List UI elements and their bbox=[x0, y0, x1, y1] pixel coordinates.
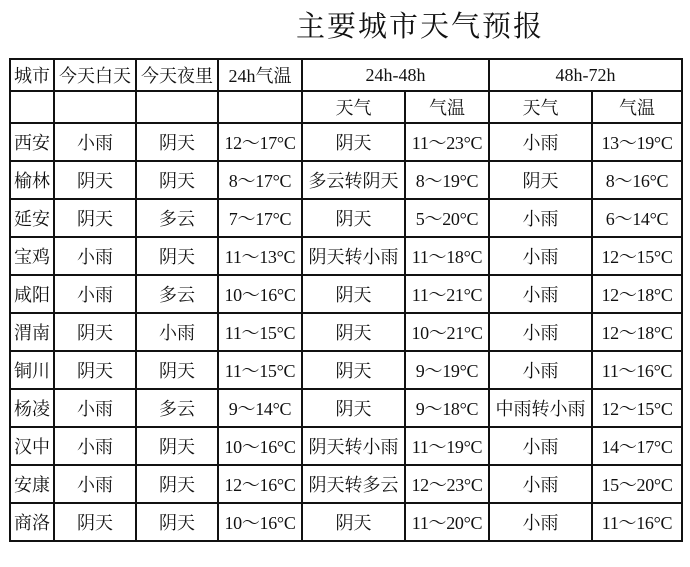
today-night-weather: 多云 bbox=[136, 199, 218, 237]
today-night-weather: 阴天 bbox=[136, 161, 218, 199]
today-day-weather: 小雨 bbox=[54, 123, 136, 161]
temp-24h: 10～16°C bbox=[218, 503, 302, 541]
weather-48-72h: 阴天 bbox=[489, 161, 592, 199]
city-name: 咸阳 bbox=[10, 275, 54, 313]
table-row bbox=[10, 351, 682, 389]
city-name: 杨凌 bbox=[10, 389, 54, 427]
header-empty-cell bbox=[54, 91, 136, 123]
table-row bbox=[10, 313, 682, 351]
temp-48-72h: 11～16°C bbox=[592, 351, 682, 389]
today-night-weather: 阴天 bbox=[136, 123, 218, 161]
temp-48-72h: 11～16°C bbox=[592, 503, 682, 541]
temp-24-48h: 11～20°C bbox=[405, 503, 489, 541]
table-row bbox=[10, 427, 682, 465]
weather-48-72h: 小雨 bbox=[489, 351, 592, 389]
temp-48-72h: 8～16°C bbox=[592, 161, 682, 199]
today-night-weather: 多云 bbox=[136, 389, 218, 427]
weather-24-48h: 阴天 bbox=[302, 313, 405, 351]
temp-24-48h: 9～19°C bbox=[405, 351, 489, 389]
header-empty-cell bbox=[136, 91, 218, 123]
today-night-weather: 阴天 bbox=[136, 503, 218, 541]
weather-24-48h: 阴天转小雨 bbox=[302, 427, 405, 465]
temp-24-48h: 9～18°C bbox=[405, 389, 489, 427]
weather-48-72h: 小雨 bbox=[489, 503, 592, 541]
temp-24-48h: 11～19°C bbox=[405, 427, 489, 465]
temp-24-48h: 5～20°C bbox=[405, 199, 489, 237]
city-name: 商洛 bbox=[10, 503, 54, 541]
temp-24h: 8～17°C bbox=[218, 161, 302, 199]
weather-24-48h: 阴天 bbox=[302, 199, 405, 237]
temp-24-48h: 11～18°C bbox=[405, 237, 489, 275]
city-name: 西安 bbox=[10, 123, 54, 161]
header-temp-24h: 24h气温 bbox=[218, 59, 302, 91]
city-name: 宝鸡 bbox=[10, 237, 54, 275]
weather-48-72h: 小雨 bbox=[489, 465, 592, 503]
temp-24h: 11～15°C bbox=[218, 313, 302, 351]
header-today-day: 今天白天 bbox=[54, 59, 136, 91]
city-name: 铜川 bbox=[10, 351, 54, 389]
page-title: 主要城市天气预报 bbox=[295, 9, 544, 43]
temp-48-72h: 12～15°C bbox=[592, 389, 682, 427]
table-row bbox=[10, 237, 682, 275]
city-name: 安康 bbox=[10, 465, 54, 503]
temp-24h: 7～17°C bbox=[218, 199, 302, 237]
today-day-weather: 阴天 bbox=[54, 199, 136, 237]
header-weather-48: 天气 bbox=[302, 91, 405, 123]
temp-24h: 9～14°C bbox=[218, 389, 302, 427]
temp-24h: 11～13°C bbox=[218, 237, 302, 275]
today-night-weather: 小雨 bbox=[136, 313, 218, 351]
header-weather-72: 天气 bbox=[489, 91, 592, 123]
header-row-secondary bbox=[10, 91, 682, 123]
today-day-weather: 小雨 bbox=[54, 237, 136, 275]
today-day-weather: 小雨 bbox=[54, 275, 136, 313]
temp-24-48h: 8～19°C bbox=[405, 161, 489, 199]
city-name: 渭南 bbox=[10, 313, 54, 351]
city-name: 榆林 bbox=[10, 161, 54, 199]
today-night-weather: 阴天 bbox=[136, 427, 218, 465]
weather-24-48h: 阴天转多云 bbox=[302, 465, 405, 503]
temp-24h: 10～16°C bbox=[218, 427, 302, 465]
today-day-weather: 小雨 bbox=[54, 389, 136, 427]
table-row bbox=[10, 199, 682, 237]
temp-24-48h: 12～23°C bbox=[405, 465, 489, 503]
today-day-weather: 小雨 bbox=[54, 427, 136, 465]
today-night-weather: 多云 bbox=[136, 275, 218, 313]
today-night-weather: 阴天 bbox=[136, 351, 218, 389]
weather-48-72h: 小雨 bbox=[489, 275, 592, 313]
forecast-rows bbox=[10, 123, 682, 541]
temp-48-72h: 13～19°C bbox=[592, 123, 682, 161]
temp-48-72h: 14～17°C bbox=[592, 427, 682, 465]
weather-24-48h: 阴天 bbox=[302, 389, 405, 427]
temp-48-72h: 12～15°C bbox=[592, 237, 682, 275]
temp-24-48h: 11～23°C bbox=[405, 123, 489, 161]
weather-48-72h: 小雨 bbox=[489, 199, 592, 237]
weather-24-48h: 阴天 bbox=[302, 123, 405, 161]
header-empty-cell bbox=[10, 91, 54, 123]
today-night-weather: 阴天 bbox=[136, 465, 218, 503]
header-empty-cell bbox=[218, 91, 302, 123]
header-temperature-72: 气温 bbox=[592, 91, 682, 123]
weather-48-72h: 小雨 bbox=[489, 123, 592, 161]
weather-48-72h: 小雨 bbox=[489, 237, 592, 275]
weather-24-48h: 阴天 bbox=[302, 503, 405, 541]
weather-24-48h: 阴天转小雨 bbox=[302, 237, 405, 275]
table-row bbox=[10, 161, 682, 199]
temp-24h: 11～15°C bbox=[218, 351, 302, 389]
header-row-primary bbox=[10, 59, 682, 91]
temp-48-72h: 12～18°C bbox=[592, 313, 682, 351]
temp-24h: 10～16°C bbox=[218, 275, 302, 313]
table-row bbox=[10, 389, 682, 427]
temp-48-72h: 6～14°C bbox=[592, 199, 682, 237]
today-night-weather: 阴天 bbox=[136, 237, 218, 275]
weather-24-48h: 阴天 bbox=[302, 275, 405, 313]
today-day-weather: 阴天 bbox=[54, 503, 136, 541]
temp-48-72h: 15～20°C bbox=[592, 465, 682, 503]
city-name: 延安 bbox=[10, 199, 54, 237]
weather-48-72h: 中雨转小雨 bbox=[489, 389, 592, 427]
today-day-weather: 小雨 bbox=[54, 465, 136, 503]
temp-24-48h: 10～21°C bbox=[405, 313, 489, 351]
weather-48-72h: 小雨 bbox=[489, 427, 592, 465]
temp-24-48h: 11～21°C bbox=[405, 275, 489, 313]
table-row bbox=[10, 503, 682, 541]
table-row bbox=[10, 123, 682, 161]
header-range-24-48: 24h-48h bbox=[302, 59, 489, 91]
header-range-48-72: 48h-72h bbox=[489, 59, 682, 91]
table-row bbox=[10, 465, 682, 503]
header-temperature-48: 气温 bbox=[405, 91, 489, 123]
table-row bbox=[10, 275, 682, 313]
city-name: 汉中 bbox=[10, 427, 54, 465]
weather-24-48h: 多云转阴天 bbox=[302, 161, 405, 199]
header-today-night: 今天夜里 bbox=[136, 59, 218, 91]
today-day-weather: 阴天 bbox=[54, 313, 136, 351]
weather-48-72h: 小雨 bbox=[489, 313, 592, 351]
temp-24h: 12～17°C bbox=[218, 123, 302, 161]
weather-forecast-table bbox=[9, 58, 683, 542]
temp-48-72h: 12～18°C bbox=[592, 275, 682, 313]
today-day-weather: 阴天 bbox=[54, 351, 136, 389]
temp-24h: 12～16°C bbox=[218, 465, 302, 503]
header-city: 城市 bbox=[10, 59, 54, 91]
today-day-weather: 阴天 bbox=[54, 161, 136, 199]
weather-24-48h: 阴天 bbox=[302, 351, 405, 389]
